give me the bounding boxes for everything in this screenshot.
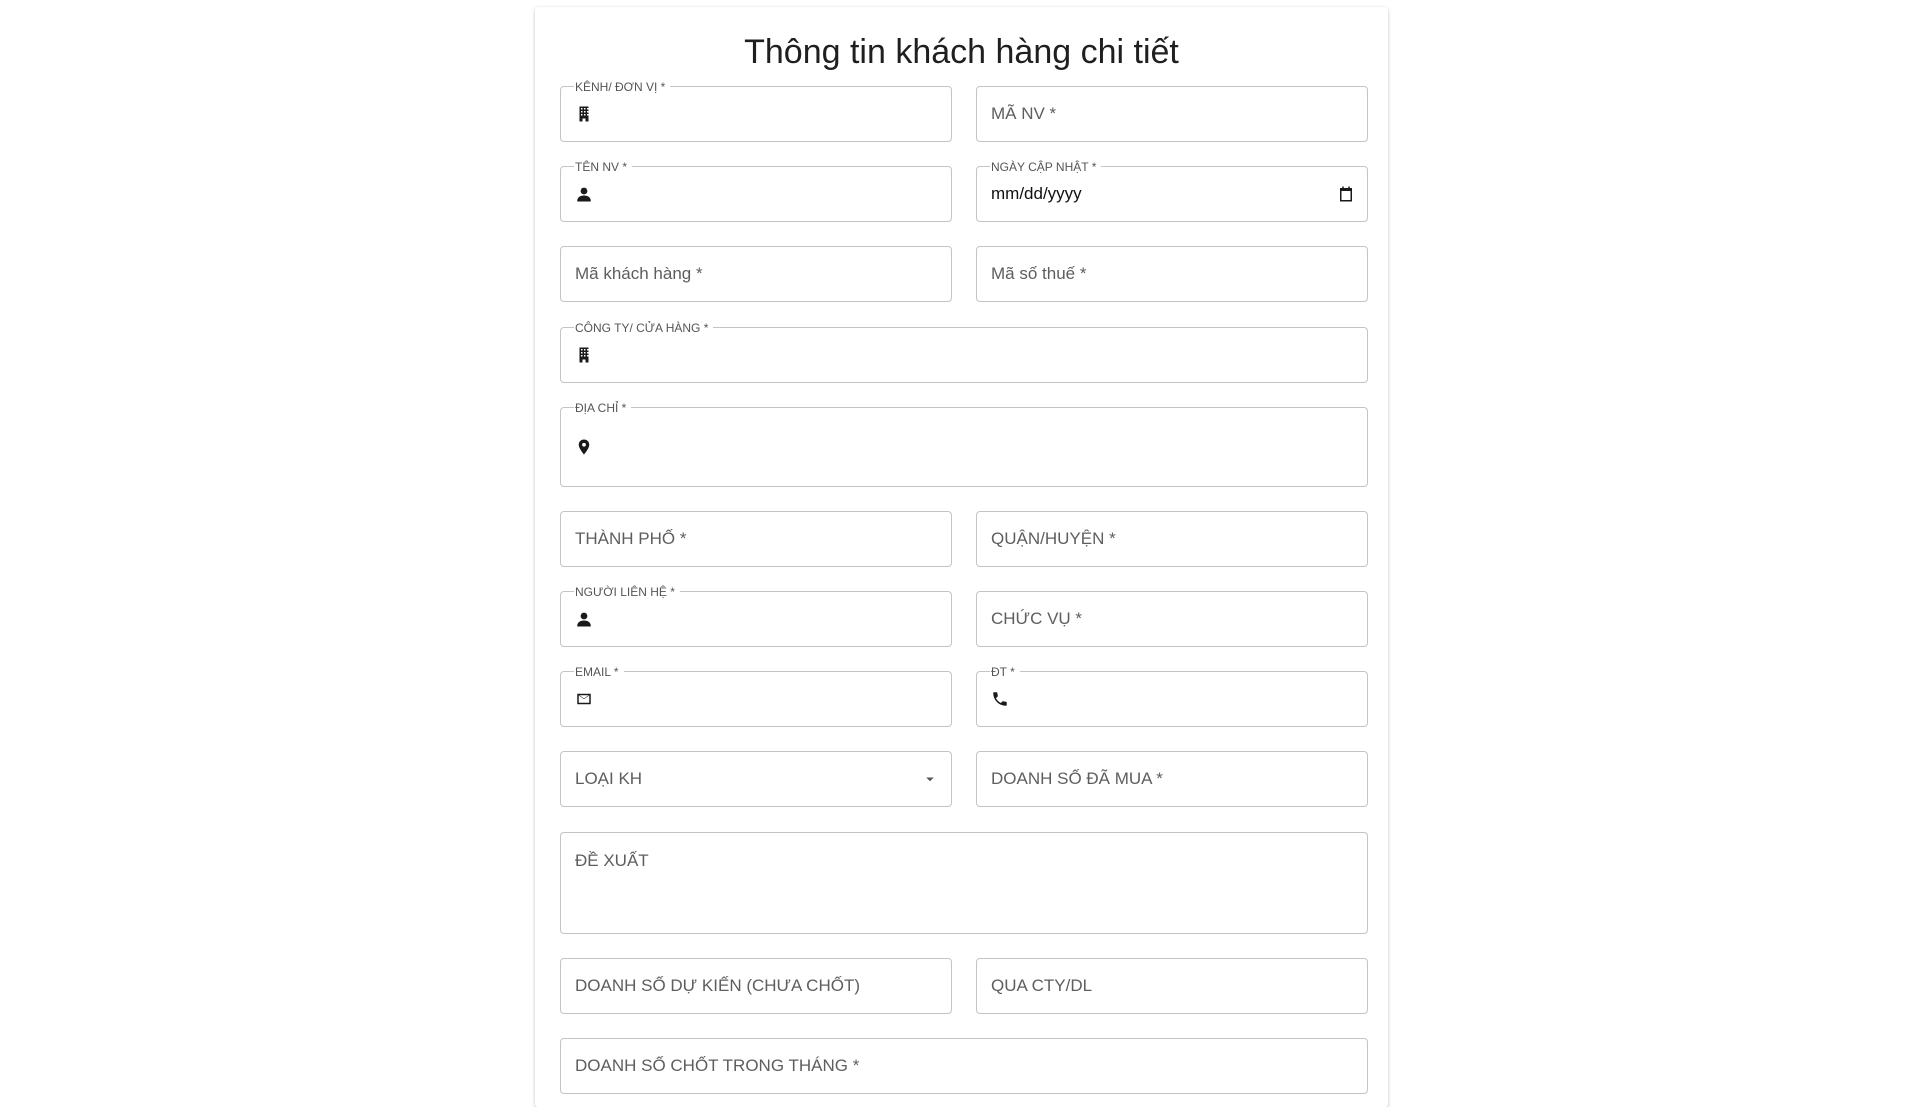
district-placeholder: QUẬN/HUYỆN * [991, 529, 1116, 548]
email-label: EMAIL * [574, 665, 624, 679]
via-company-agent-input[interactable] [976, 958, 1368, 1014]
customer-code-placeholder: Mã khách hàng * [575, 264, 703, 283]
dropdown-arrow-icon[interactable] [921, 770, 939, 788]
person-icon [575, 185, 593, 203]
update-date-value: mm/dd/yyyy [991, 184, 1082, 203]
expected-sales-placeholder: DOANH SỐ DỰ KIẾN (CHƯA CHỐT) [575, 976, 860, 995]
contact-person-input[interactable] [560, 585, 952, 647]
position-placeholder: CHỨC VỤ * [991, 609, 1083, 628]
customer-type-placeholder: LOẠI KH [575, 769, 643, 788]
channel-unit-label: KÊNH/ ĐƠN VỊ * [574, 80, 670, 94]
purchased-sales-placeholder: DOANH SỐ ĐÃ MUA * [991, 769, 1163, 788]
purchased-sales-input[interactable] [976, 751, 1368, 807]
tax-code-input[interactable] [976, 246, 1368, 302]
envelope-icon [575, 690, 593, 708]
closed-sales-month-input[interactable] [560, 1038, 1368, 1094]
page-title: Thông tin khách hàng chi tiết [744, 33, 1179, 71]
phone-input[interactable] [976, 665, 1368, 727]
building-icon [575, 346, 593, 364]
update-date-label: NGÀY CẬP NHẬT * [990, 160, 1101, 174]
customer-detail-form [535, 7, 1388, 1107]
expected-sales-input[interactable] [560, 958, 952, 1014]
channel-unit-input[interactable] [560, 80, 952, 142]
employee-name-label: TÊN NV * [574, 160, 632, 174]
customer-code-input[interactable] [560, 246, 952, 302]
email-input[interactable] [560, 665, 952, 727]
update-date-input[interactable] [976, 160, 1368, 222]
contact-person-label: NGƯỜI LIÊN HỆ * [574, 585, 680, 599]
district-input[interactable] [976, 511, 1368, 567]
tax-code-placeholder: Mã số thuế * [991, 264, 1087, 283]
company-store-input[interactable] [560, 321, 1368, 383]
employee-code-placeholder: MÃ NV * [991, 104, 1057, 123]
phone-icon [991, 690, 1009, 708]
proposal-textarea[interactable] [560, 832, 1368, 934]
via-company-agent-placeholder: QUA CTY/DL [991, 976, 1093, 995]
address-label: ĐỊA CHỈ * [574, 401, 631, 415]
address-input[interactable] [560, 401, 1368, 487]
calendar-icon[interactable] [1337, 185, 1355, 203]
employee-code-input[interactable] [976, 86, 1368, 142]
customer-type-select[interactable] [560, 751, 952, 807]
city-input[interactable] [560, 511, 952, 567]
employee-name-input[interactable] [560, 160, 952, 222]
city-placeholder: THÀNH PHỐ * [575, 529, 687, 548]
location-pin-icon [575, 438, 593, 456]
closed-sales-month-placeholder: DOANH SỐ CHỐT TRONG THÁNG * [575, 1056, 860, 1075]
person-icon [575, 610, 593, 628]
proposal-placeholder: ĐỀ XUẤT [575, 851, 649, 870]
position-input[interactable] [976, 591, 1368, 647]
building-icon [575, 105, 593, 123]
company-store-label: CÔNG TY/ CỬA HÀNG * [574, 321, 713, 335]
phone-label: ĐT * [990, 665, 1020, 679]
